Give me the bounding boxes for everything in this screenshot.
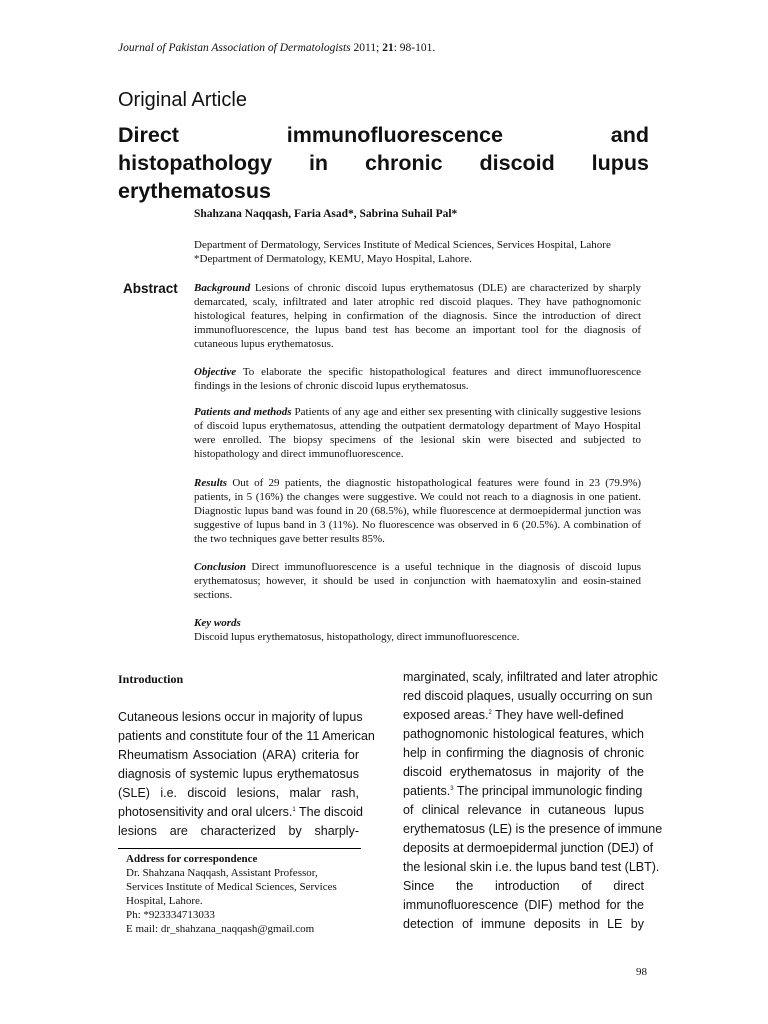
abstract-results <box>194 476 641 546</box>
abstract-text: Direct immunofluorescence is a useful technique in the diagnosis of discoid lupus erythematosus; however, it should be used in conjunction with haematoxylin and eosin-stained sections. <box>194 561 642 601</box>
abstract-conclusion <box>194 560 641 602</box>
body-line: (SLE) i.e. discoid lesions, malar rash, <box>118 786 359 800</box>
journal-year: 2011; <box>353 42 380 54</box>
abstract-heading: Patients and methods <box>194 406 292 418</box>
journal-name: Journal of Pakistan Association of Dermatologists <box>118 42 351 54</box>
body-line: patients and constitute four of the 11 American <box>118 729 375 743</box>
abstract-methods <box>194 405 641 461</box>
abstract-keywords <box>194 616 641 644</box>
body-line: lesions are characterized by sharply- <box>118 824 359 838</box>
body-text: They have well-defined <box>495 708 624 722</box>
body-line <box>403 782 644 801</box>
body-line: Since the introduction of direct <box>403 879 644 893</box>
article-type: Original Article <box>118 89 247 111</box>
correspondence-line: Ph: *923334713033 <box>126 909 215 921</box>
correspondence-email: E mail: dr_shahzana_naqqash@gmail.com <box>126 923 315 935</box>
body-text: exposed areas. <box>403 708 489 722</box>
body-line: diagnosis of systemic lupus erythematosus <box>118 767 359 781</box>
abstract-text: To elaborate the specific histopathological features and direct immunofluorescence findings in the lesions of chronic discoid lupus erythematosus. <box>194 366 641 392</box>
abstract-text: Lesions of chronic discoid lupus erythematosus (DLE) are characterized by sharply demarcated, scaly, infiltrated and later atrophic red discoid plaques. They have pathognomonic histological features, helping in confirmation of the diagnosis. Since the introduction of direct immunofluorescence, the lupus band test has become an important tool for the diagnosis of cutaneous lupus erythematosus. <box>194 282 642 350</box>
title-line: Direct immunofluorescence and <box>118 123 649 147</box>
body-line: deposits at dermoepidermal junction (DEJ) of <box>403 841 654 855</box>
correspondence-heading: Address for correspondence <box>126 853 258 865</box>
body-line <box>403 706 644 725</box>
journal-citation <box>118 42 435 54</box>
introduction-heading: Introduction <box>118 672 184 686</box>
authors: Shahzana Naqqash, Faria Asad*, Sabrina Suhail Pal* <box>194 208 458 220</box>
introduction-right-column <box>403 668 663 934</box>
reference-marker: 1 <box>292 807 296 813</box>
abstract-heading: Conclusion <box>194 561 246 573</box>
body-text: photosensitivity and oral ulcers. <box>118 805 293 819</box>
keywords-text: Discoid lupus erythematosus, histopathology, direct immunofluorescence. <box>194 631 520 643</box>
body-line: Rheumatism Association (ARA) criteria for <box>118 748 359 762</box>
correspondence-line: Services Institute of Medical Sciences, Services <box>126 881 337 893</box>
title-line: erythematosus <box>118 179 271 203</box>
body-line: the lesional skin i.e. the lupus band test (LBT). <box>403 860 660 874</box>
abstract-text: Patients of any age and either sex presenting with clinically suggestive lesions of discoid lupus erythematosus, attending the outpatient dermatology department of Mayo Hospital were enrolled. The biopsy specimens of the lesional skin were bisected and subjected to histopathology and direct immunofluorescence. <box>194 406 641 460</box>
abstract-text: Out of 29 patients, the diagnostic histopathological features were found in 23 (79.9%) patients, in 5 (16%) the changes were suggestive. We could not reach to a diagnosis in one patient. Diagnostic lupus band was found in 20 (68.5%), while fluorescence at dermoepidermal junction was suggestive of lupus band in 3 (11%). No fluorescence was observed in 6 (20.5%). A combination of the two techniques gave better results 85%. <box>194 477 642 545</box>
introduction-left-column <box>118 708 375 841</box>
abstract-heading: Objective <box>194 366 237 378</box>
body-text: The discoid <box>299 805 363 819</box>
body-line: pathognomonic histological features, which <box>403 727 644 741</box>
page-number: 98 <box>636 966 647 978</box>
body-line: red discoid plaques, usually occurring on sun <box>403 689 653 703</box>
keywords-heading: Key words <box>194 617 241 629</box>
body-line: help in confirming the diagnosis of chronic <box>403 746 644 760</box>
correspondence-block <box>126 852 337 936</box>
body-line: of clinical relevance in cutaneous lupus <box>403 803 644 817</box>
affiliation: *Department of Dermatology, KEMU, Mayo Hospital, Lahore. <box>194 253 472 265</box>
reference-marker: 3 <box>450 786 454 792</box>
body-line: erythematosus (LE) is the presence of immune <box>403 822 663 836</box>
article-title <box>118 121 649 205</box>
title-line: histopathology in chronic discoid lupus <box>118 151 649 175</box>
correspondence-line: Hospital, Lahore. <box>126 895 203 907</box>
body-text: The principal immunologic finding <box>456 784 643 798</box>
body-line: Cutaneous lesions occur in majority of lupus <box>118 710 363 724</box>
journal-pages: : 98-101. <box>393 42 436 54</box>
affiliation: Department of Dermatology, Services Institute of Medical Sciences, Services Hospital, Lahore <box>194 239 611 251</box>
abstract-heading: Results <box>194 477 228 489</box>
body-line: detection of immune deposits in LE by <box>403 917 644 931</box>
correspondence-line: Dr. Shahzana Naqqash, Assistant Professor, <box>126 867 318 879</box>
affiliations <box>194 238 611 266</box>
body-line <box>118 803 363 822</box>
abstract-label: Abstract <box>123 281 178 296</box>
abstract-objective <box>194 365 641 393</box>
journal-volume: 21 <box>382 42 394 54</box>
body-line: marginated, scaly, infiltrated and later atrophic <box>403 670 658 684</box>
abstract-background <box>194 281 641 351</box>
correspondence-divider <box>118 848 361 849</box>
body-text: patients. <box>403 784 451 798</box>
reference-marker: 2 <box>488 710 492 716</box>
body-line: immunofluorescence (DIF) method for the <box>403 898 644 912</box>
abstract-heading: Background <box>194 282 251 294</box>
body-line: discoid erythematosus in majority of the <box>403 765 644 779</box>
